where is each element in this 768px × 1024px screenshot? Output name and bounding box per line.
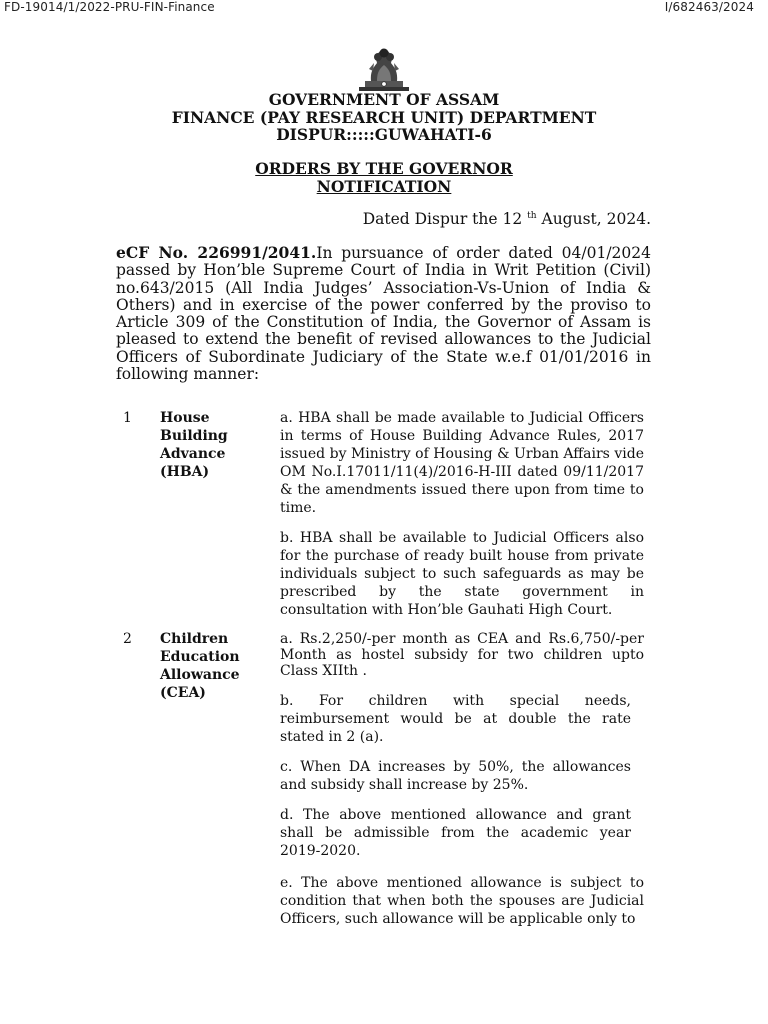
item-number: 1 — [123, 410, 132, 426]
item-paragraph: b. HBA shall be available to Judicial Officers also for the purchase of ready built house from private individuals subject to such safeguards as may be prescribed by the state government in consultation with Hon’ble Gauhati High Court. — [280, 530, 644, 618]
dated-superscript: th — [527, 210, 537, 221]
item-paragraph: a. Rs.2,250/-per month as CEA and Rs.6,750/-per Month as hostel subsidy for two children upto Class XIIth . — [280, 631, 644, 679]
header-government: GOVERNMENT OF ASSAM — [268, 90, 500, 109]
item-title-cea: Children Education Allowance (CEA) — [160, 631, 240, 701]
item-title-hba: House Building Advance (HBA) — [160, 410, 228, 480]
dated-suffix: August, 2024. — [536, 210, 651, 228]
intro-text: In pursuance of order dated 04/01/2024 passed by Hon’ble Supreme Court of India in Writ Petition (Civil) no.643/2015 (All India Judges’ Association-Vs-Union of India & Others) and in exercise of the power conferred by the proviso to Article 309 of the Constitution of India, the Governor of Assam is pleased to extend the benefit of revised allowances to the Judicial Officers of Subordinate Judiciary of the State w.e.f 01/01/2016 in following manner: — [116, 244, 651, 384]
item-paragraph: c. When DA increases by 50%, the allowances and subsidy shall increase by 25%. — [280, 759, 631, 793]
item-number: 2 — [123, 631, 132, 647]
notification-heading: NOTIFICATION — [316, 177, 452, 196]
state-emblem-icon — [357, 41, 411, 93]
dated-line — [363, 210, 651, 228]
intro-paragraph — [116, 244, 651, 383]
header-department: FINANCE (PAY RESEARCH UNIT) DEPARTMENT — [171, 108, 597, 127]
item-paragraph: b. For children with special needs, reimbursement would be at double the rate stated in 2 (a). — [280, 693, 631, 745]
file-reference-right: I/682463/2024 — [664, 0, 754, 14]
item-paragraph: e. The above mentioned allowance is subject to condition that when both the spouses are Judicial Officers, such allowance will be applicable only to — [280, 875, 644, 927]
dated-prefix: Dated Dispur the 12 — [362, 210, 528, 228]
header-address: DISPUR:::::GUWAHATI-6 — [276, 125, 492, 144]
item-paragraph: d. The above mentioned allowance and grant shall be admissible from the academic year 2019-2020. — [280, 807, 631, 859]
file-reference-left: FD-19014/1/2022-PRU-FIN-Finance — [4, 0, 215, 14]
ecf-number: eCF No. 226991/2041. — [116, 243, 317, 262]
item-paragraph: a. HBA shall be made available to Judicial Officers in terms of House Building Advance Rules, 2017 issued by Ministry of Housing & Urban Affairs vide OM No.I.17011/11(4)/2016-H-III dated 09/11/2017 & the amendments issued there upon from time to time. — [280, 410, 644, 516]
orders-heading: ORDERS BY THE GOVERNOR — [255, 159, 513, 178]
